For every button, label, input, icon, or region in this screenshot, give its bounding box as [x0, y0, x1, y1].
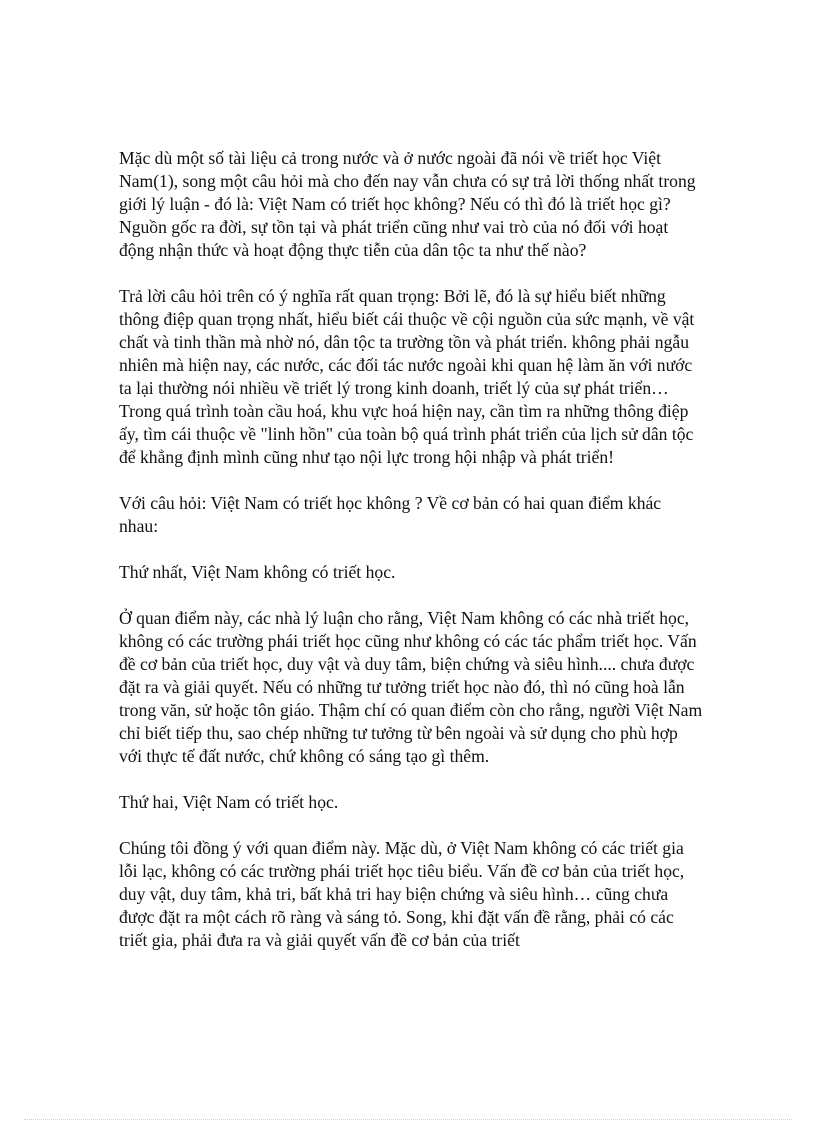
paragraph-first-view-body: Ở quan điểm này, các nhà lý luận cho rằng, Việt Nam không có các nhà triết học, không có các trường phái triết học cũng như không có các tác phẩm triết học. Vấn đề cơ bản của triết học, duy vật và duy tâm, biện chứng và siêu hình.... chưa được đặt ra và giải quyết. Nếu có những tư tưởng triết học nào đó, thì nó cũng hoà lẫn trong văn, sử hoặc tôn giáo. Thậm chí có quan điểm còn cho rằng, người Việt Nam chỉ biết tiếp thu, sao chép những tư tưởng từ bên ngoài và sử dụng cho phù hợp với thực tế đất nước, chứ không có sáng tạo gì thêm.	[119, 608, 703, 766]
document-body	[119, 147, 704, 975]
paragraph-second-view-heading: Thứ hai, Việt Nam có triết học.	[119, 792, 339, 812]
page-bottom-divider	[24, 1119, 792, 1120]
paragraph-second-view-body: Chúng tôi đồng ý với quan điểm này. Mặc dù, ở Việt Nam không có các triết gia lỗi lạc, không có các trường phái triết học tiêu biểu. Vấn đề cơ bản của triết học, duy vật, duy tâm, khả tri, bất khả tri hay biện chứng và siêu hình… cũng chưa được đặt ra một cách rõ ràng và sáng tỏ. Song, khi đặt vấn đề rằng, phải có các triết gia, phải đưa ra và giải quyết vấn đề cơ bản của triết	[119, 838, 685, 950]
paragraph-question: Với câu hỏi: Việt Nam có triết học không ? Về cơ bản có hai quan điểm khác nhau:	[119, 493, 662, 536]
paragraph-significance: Trả lời câu hỏi trên có ý nghĩa rất quan trọng: Bởi lẽ, đó là sự hiểu biết những thông điệp quan trọng nhất, hiểu biết cái thuộc về cội nguồn của sức mạnh, về vật chất và tinh thần mà nhờ nó, dân tộc ta trường tồn và phát triển. không phải ngẫu nhiên mà hiện nay, các nước, các đối tác nước ngoài khi quan hệ làm ăn với nước ta lại thường nói nhiều về triết lý trong kinh doanh, triết lý của sự phát triển… Trong quá trình toàn cầu hoá, khu vực hoá hiện nay, cần tìm ra những thông điệp ấy, tìm cái thuộc về "linh hồn" của toàn bộ quá trình phát triển của lịch sử dân tộc để khẳng định mình cũng như tạo nội lực trong hội nhập và phát triển!	[119, 286, 695, 467]
paragraph-first-view-heading: Thứ nhất, Việt Nam không có triết học.	[119, 562, 396, 582]
paragraph-intro: Mặc dù một số tài liệu cả trong nước và ở nước ngoài đã nói về triết học Việt Nam(1), song một câu hỏi mà cho đến nay vẫn chưa có sự trả lời thống nhất trong giới lý luận - đó là: Việt Nam có triết học không? Nếu có thì đó là triết học gì? Nguồn gốc ra đời, sự tồn tại và phát triển cũng như vai trò của nó đối với hoạt động nhận thức và hoạt động thực tiễn của dân tộc ta như thế nào?	[119, 148, 696, 260]
